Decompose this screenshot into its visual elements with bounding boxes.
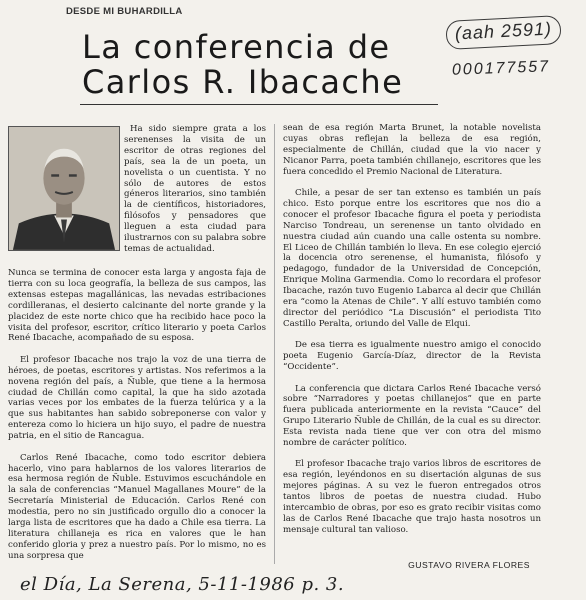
article-title — [82, 30, 482, 100]
section-label: DESDE MI BUHARDILLA — [66, 6, 183, 17]
body-paragraph: La conferencia que dictara Carlos René Ibacache versó sobre “Narradores y poetas chillanejos” que en parte fuera publicada anteriormente en la revista “Cauce” del Grupo Literario Ñuble de Chillán, de la cual es su director. Esta revista nada tiene que ver con otra del mismo nombre de carácter político. — [283, 383, 541, 449]
intro-column — [124, 124, 266, 265]
body-paragraph: De esa tierra es igualmente nuestro amigo el conocido poeta Eugenio García-Díaz, director de la Revista “Occidente”. — [283, 340, 541, 373]
portrait-image — [9, 127, 119, 250]
body-paragraph: El profesor Ibacache trajo varios libros de escritores de esa región, leyéndonos en su disertación algunas de sus mejores páginas. A su vez le fueron entregados otros tantos libros de poetas de nuestra ciudad. Hubo intercambio de obras, por eso es grato recibir visitas como las de Carlos René Ibacache que trajo hasta nosotros un mensaje cultural tan valioso. — [283, 459, 541, 535]
handwritten-source-note: el Día, La Serena, 5-11-1986 p. 3. — [20, 574, 345, 595]
article-title-line1: La conferencia de — [82, 28, 391, 66]
body-paragraph: El profesor Ibacache nos trajo la voz de una tierra de héroes, de poetas, escritores y artistas. Nos referimos a la novena región del país, a Ñuble, que tiene a la hermosa ciudad de Chillán como capital, la que ha sido azotada varias veces por los embates de la fuerza telúrica y a la que sus habitantes han sabido sobreponerse con valor y entereza como lo hiciera un hijo suyo, el padre de nuestra patria, en el sitio de Rancagua. — [8, 354, 266, 442]
body-paragraph: sean de esa región Marta Brunet, la notable novelista cuyas obras reflejan la belleza de esa región, especialmente de Chillán, ciudad que la vio nacer y Nicanor Parra, poeta también chillanejo, escritores que les fuera concedido el Premio Nacional de Literatura. — [283, 123, 541, 177]
article-title-line2: Carlos R. Ibacache — [82, 63, 404, 101]
right-column — [283, 123, 541, 546]
archive-ref-number: 000177557 — [451, 58, 551, 79]
intro-paragraph: Ha sido siempre grata a los serenenses la visita de un escritor de otras regiones del país, sea la de un poeta, un novelista o un cuentista. Y no sólo de autores de estos géneros literarios, sino también la de científicos, historiadores, filósofos y pensadores que lleguen a esta ciudad para ilustrarnos con su palabra sobre temas de actualidad. — [124, 124, 266, 254]
body-paragraph: Nunca se termina de conocer esta larga y angosta faja de tierra con su loca geografía, la belleza de sus campos, las extensas estepas magallánicas, las nevadas estribaciones cordilleranas, el desierto calcinante del norte grande y la placidez de este norte chico que ha recibido hace poco la visita del profesor, escritor, crítico literario y poeta Carlos René Ibacache, acompañado de su esposa. — [8, 268, 266, 344]
archive-ref-code: (aah 2591) — [445, 15, 561, 50]
left-column — [8, 268, 266, 572]
body-paragraph: Carlos René Ibacache, como todo escritor debiera hacerlo, vino para hablarnos de los valores literarios de esa hermosa región de Ñuble. Estuvimos escuchándole en la sala de conferencias “Manuel Magallanes Moure” de la Secretaría Ministerial de Educación. Carlos René con modestia, pero no sin justificado orgullo dio a conocer la larga lista de escritores que ha dado a Chile esa tierra. La literatura chillaneja es rica en valores que le han conferido gloria y prez a nuestro país. Por lo mismo, no es una sorpresa que — [8, 452, 266, 561]
author-byline: GUSTAVO RIVERA FLORES — [408, 560, 530, 570]
title-rule — [80, 104, 438, 105]
column-divider — [274, 124, 275, 564]
author-photo — [8, 126, 120, 251]
body-paragraph: Chile, a pesar de ser tan extenso es también un país chico. Esto porque entre los escritores que nos dio a conocer el profesor Ibacache figura el poeta y periodista Narciso Tondreau, un serenense un tanto olvidado en nuestra ciudad aún cuando una calle ostenta su nombre. El Liceo de Chillán también lo lleva. En ese colegio ejerció la docencia otro serenense, el humanista, filósofo y pedagogo, fundador de la Universidad de Concepción, Enrique Molina Garmendia. Como lo recordara el profesor Ibacache, razón tuvo Eugenio Labarca al decir que Chillán era “como la Atenas de Chile”. Y allí estuvo también como director del periódico “La Discusión” el periodista Tito Castillo Peralta, oriundo del Valle de Elqui. — [283, 188, 541, 329]
